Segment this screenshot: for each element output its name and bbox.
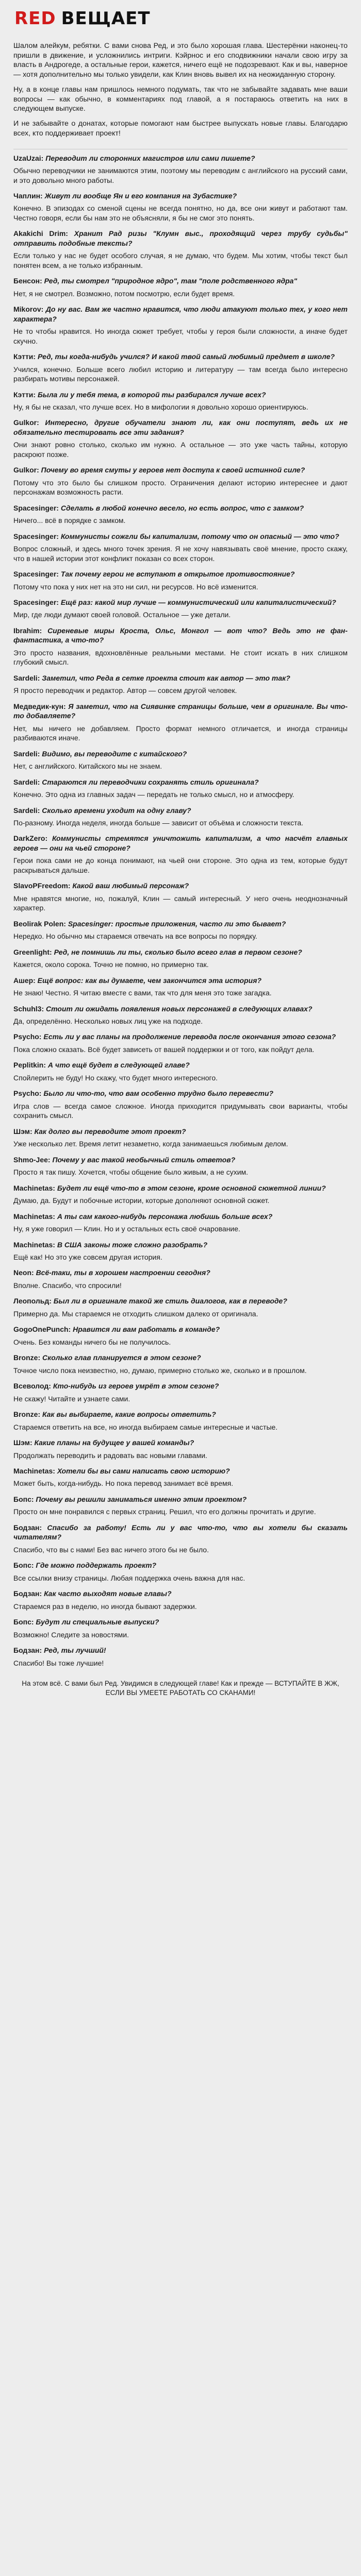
answer: Просто я так пишу. Хочется, чтобы общение было живым, а не сухим.	[13, 1168, 249, 1177]
question-author: Sardeli:	[13, 777, 40, 786]
logo-black-text: ВЕЩАЕТ	[61, 8, 151, 29]
answer: Да, определённо. Несколько новых лиц уже на подходе.	[13, 1017, 203, 1026]
question	[13, 503, 348, 513]
question-text: Живут ли вообще Ян и его компания на Зубастике?	[44, 192, 237, 200]
question-text: Почему во время смуты у героев нет доступа к своей истинной силе?	[41, 466, 305, 474]
question-author: Bronze:	[13, 1353, 41, 1362]
question	[13, 1032, 348, 1041]
question	[13, 1060, 348, 1070]
question-text: Видимо, вы переводите с китайского?	[42, 749, 187, 758]
question-author: Machinetas:	[13, 1240, 55, 1249]
question	[13, 465, 348, 474]
question-text: Хотели бы вы сами написать свою историю?	[57, 1467, 230, 1476]
logo	[14, 8, 151, 29]
question-author: Бопс:	[13, 1495, 34, 1503]
question-author: GogoOnePunch:	[13, 1325, 71, 1334]
answer: Не скажу! Читайте и узнаете сами.	[13, 1394, 130, 1403]
question-author: Кэтти:	[13, 390, 36, 399]
question-text: Заметил, что Реда в сетке проекта стоит как автор — это так?	[42, 673, 290, 682]
question-text: А ты сам какого-нибудь персонажа любишь больше всех?	[57, 1212, 273, 1221]
question	[13, 976, 348, 985]
intro-paragraph: И не забывайте о донатах, которые помогают нам быстрее выпускать новые главы. Благодарю всех, кто поддерживает проект!	[13, 120, 348, 138]
question	[13, 1438, 348, 1447]
question-author: Sardeli:	[13, 749, 40, 758]
answer: Ничего... всё в порядке с замком.	[13, 516, 126, 525]
question-author: UzaUzai:	[13, 154, 44, 162]
answer: Нередко. Но обычно мы стараемся отвечать на все вопросы по порядку.	[13, 932, 257, 941]
question-text: Был ли в оригинале такой же стиль диалогов, как в переводе?	[53, 1297, 287, 1306]
answer: Потому что пока у них нет на это ни сил, ни ресурсов. Но всё изменится.	[13, 582, 258, 591]
answer: Просто он мне понравился с первых страниц. Решил, что его должны прочитать и другие.	[13, 1507, 316, 1516]
question	[13, 1523, 348, 1542]
question-text: Стоит ли ожидать появления новых персонажей в следующих главах?	[46, 1004, 313, 1013]
intro-paragraph: Ну, а в конце главы нам пришлось немного подумать, так что не забывайте задавать мне ваши вопросы — как обычно, в комментариях под главой, а я постараюсь ответить на них в следующем выпуске.	[13, 85, 348, 113]
question-author: Mikorov:	[13, 305, 44, 314]
question-author: Gulkor:	[13, 466, 39, 474]
question-text: Ред, ты когда-нибудь учился? И какой твой самый любимый предмет в школе?	[37, 352, 335, 361]
answer: Уже несколько лет. Время летит незаметно, когда занимаешься любимым делом.	[13, 1140, 288, 1148]
question-text: Была ли у тебя тема, в которой ты разбирался лучше всех?	[37, 390, 266, 399]
answer: Думаю, да. Будут и побочные истории, которые дополняют основной сюжет.	[13, 1196, 270, 1205]
question	[13, 1296, 348, 1306]
question-author: Greenlight:	[13, 947, 52, 956]
answer: Конечно. В эпизодах со сменой сцены не всегда понятно, но да, все они живут и работают там. Честно говоря, если бы нам это не объясняли, я бы не смог это понять.	[13, 204, 348, 222]
question	[13, 352, 348, 361]
question	[13, 777, 348, 787]
question-author: Spacesinger:	[13, 503, 59, 512]
question-text: Сколько времени уходит на одну главу?	[42, 806, 191, 815]
question	[13, 229, 348, 248]
answer: Если только у нас не будет особого случая, я не думаю, что будем. Мы хотим, чтобы текст был понятен всем, а не только избранным.	[13, 251, 348, 269]
answer: Стараемся раз в неделю, но иногда бывают задержки.	[13, 1602, 197, 1611]
answer: По-разному. Иногда неделя, иногда больше — зависит от объёма и сложности текста.	[13, 818, 304, 827]
question	[13, 1561, 348, 1570]
question-author: Akakichi Drim:	[13, 229, 68, 238]
question	[13, 1325, 348, 1334]
question	[13, 1617, 348, 1626]
question	[13, 673, 348, 683]
question-text: Какие планы на будущее у вашей команды?	[34, 1438, 194, 1447]
answer: Конечно. Это одна из главных задач — передать не только смысл, но и атмосферу.	[13, 790, 294, 799]
question-text: Spacesinger: простые приложения, часто ли это бывает?	[68, 919, 286, 928]
question-author: Бодзан:	[13, 1646, 42, 1655]
answer: Мне нравятся многие, но, пожалуй, Клин — самый интересный. У него очень неоднозначный характер.	[13, 894, 348, 912]
answer: Нет, с английского. Китайского мы не знаем.	[13, 762, 162, 771]
answer: Может быть, когда-нибудь. Но пока перевод занимает всё время.	[13, 1479, 234, 1488]
question-text: Переводит ли сторонних магистров или сами пишете?	[45, 154, 255, 162]
answer: Обычно переводчики не занимаются этим, поэтому мы переводим с английского на русский сами, и это довольно много работы.	[13, 166, 348, 184]
question-text: В США законы тоже сложно разобрать?	[57, 1240, 208, 1249]
question-author: Spacesinger:	[13, 570, 59, 579]
question-author: Psycho:	[13, 1089, 42, 1098]
question-author: Чаплин:	[13, 192, 43, 200]
question	[13, 390, 348, 399]
question-text: Где можно поддержать проект?	[36, 1561, 157, 1570]
question-text: Как вы выбираете, какие вопросы ответить?	[42, 1410, 216, 1419]
question-text: Спасибо за работу! Есть ли у вас что-то, что вы хотели бы сказать читателям?	[13, 1523, 348, 1541]
answer: Нет, мы ничего не добавляем. Просто формат немного отличается, и иногда страницы разбиваются иначе.	[13, 724, 348, 742]
question-author: Ашер:	[13, 976, 36, 985]
question-author: Бопс:	[13, 1561, 34, 1570]
answer: Я просто переводчик и редактор. Автор — совсем другой человек.	[13, 686, 237, 695]
answer: Не знаю! Честно. Я читаю вместе с вами, так что для меня это тоже загадка.	[13, 989, 272, 997]
question	[13, 1495, 348, 1504]
question	[13, 532, 348, 541]
question-author: Бодзан:	[13, 1523, 42, 1532]
question-author: SlavoPFreedom:	[13, 882, 71, 890]
question-text: Коммунисты сожгли бы капитализм, потому что он опасный — это что?	[60, 532, 339, 540]
question-text: Будут ли специальные выпуски?	[36, 1618, 159, 1626]
question-author: Gulkor:	[13, 418, 39, 427]
question-text: Ред, ты лучший!	[44, 1646, 106, 1655]
question	[13, 276, 348, 285]
answer: Вполне. Спасибо, что спросили!	[13, 1281, 122, 1290]
question-author: Кэтти:	[13, 352, 36, 361]
question	[13, 1004, 348, 1013]
logo-red-text: RED	[14, 8, 56, 29]
question	[13, 1466, 348, 1476]
answer: Спойлерить не буду! Но скажу, что будет много интересного.	[13, 1073, 218, 1082]
question-text: Ещё вопрос: как вы думаете, чем закончится эта история?	[37, 976, 261, 985]
intro-paragraph: Шалом алейкум, ребятки. С вами снова Ред, и это было хорошая глава. Шестерёнки наконец-то пришли в движение, и усложнились интриги. Кэйрнос и его сподвижники начали свою игру за власть в Андрогеде, а остальные герои, кажется, ничего ещё не подозревают. Как и вы, наверное — хотя дополнительно мы только увидели, как Клин вновь вывел их на неожиданную сторону.	[13, 42, 348, 79]
question-text: Сделать в любой конечно весело, но есть вопрос, что с замком?	[60, 503, 304, 512]
answer: Они знают ровно столько, сколько им нужно. А остальное — это уже часть тайны, которую раскроют позже.	[13, 440, 348, 459]
question-author: Machinetas:	[13, 1183, 55, 1192]
answer: Стараемся ответить на все, но иногда выбираем самые интересные и частые.	[13, 1422, 278, 1431]
answer: Учился, конечно. Больше всего любил историю и литературу — там всегда было интересно разбирать мотивы персонажей.	[13, 365, 348, 383]
question-author: Всеволод:	[13, 1382, 51, 1391]
question-text: Как часто выходят новые главы?	[44, 1589, 172, 1598]
answer: Спасибо, что вы с нами! Без вас ничего этого бы не было.	[13, 1545, 209, 1554]
question-text: Нравится ли вам работать в команде?	[73, 1325, 220, 1334]
question	[13, 1155, 348, 1164]
question-author: Shmo-Jee:	[13, 1155, 51, 1164]
question-author: Шэм:	[13, 1438, 32, 1447]
question-text: А что ещё будет в следующей главе?	[47, 1061, 190, 1070]
footer-note: На этом всё. С вами был Ред. Увидимся в следующей главе! Как и прежде — ВСТУПАЙТЕ В ЖЖ, ЕСЛИ ВЫ УМЕЕТЕ РАБОТАТЬ СО СКАНАМИ!	[22, 1680, 339, 1697]
question-text: Как долго вы переводите этот проект?	[34, 1127, 186, 1136]
question-text: Было ли что-то, что вам особенно трудно было перевести?	[43, 1089, 274, 1098]
question-text: Я заметил, что на Сиявинке страницы больше, чем в оригинале. Вы что-то добавляете?	[13, 702, 348, 720]
question	[13, 834, 348, 853]
question-author: DarkZero:	[13, 834, 48, 843]
header	[0, 0, 361, 37]
answer: Примерно да. Мы стараемся не отходить слишком далеко от оригинала.	[13, 1309, 258, 1318]
answer: Продолжать переводить и радовать вас новыми главами.	[13, 1451, 207, 1460]
question-text: Какой ваш любимый персонаж?	[72, 882, 189, 890]
question	[13, 947, 348, 957]
question-text: Всё-таки, ты в хорошем настроении сегодня?	[36, 1268, 210, 1277]
question	[13, 154, 348, 163]
answer: Ну, я бы не сказал, что лучше всех. Но в мифологии я довольно хорошо ориентируюсь.	[13, 402, 308, 411]
question-author: Леопольд:	[13, 1297, 52, 1306]
question-author: Бопс:	[13, 1618, 34, 1626]
question-author: Psycho:	[13, 1032, 42, 1041]
question	[13, 1589, 348, 1598]
question-author: Бенсон:	[13, 277, 42, 285]
question-text: Почему у вас такой необычный стиль ответов?	[52, 1155, 236, 1164]
answer: Это просто названия, вдохновлённые реальными местами. Не стоит искать в них слишком глубокий смысл.	[13, 648, 348, 667]
answer: Мир, где люди думают своей головой. Остальное — уже детали.	[13, 611, 231, 619]
question-author: Peplitkin:	[13, 1061, 46, 1070]
answer: Пока сложно сказать. Всё будет зависеть от вашей поддержки и от того, как пойдут дела.	[13, 1045, 315, 1054]
question	[13, 881, 348, 890]
question-text: Есть ли у вас планы на продолжение перевода после окончания этого сезона?	[43, 1032, 336, 1041]
answer: Очень. Без команды ничего бы не получилось.	[13, 1337, 171, 1346]
question	[13, 1646, 348, 1655]
answer: Нет, я не смотрел. Возможно, потом посмотрю, если будет время.	[13, 289, 235, 298]
question	[13, 1410, 348, 1419]
question	[13, 749, 348, 758]
answer: Спасибо! Вы тоже лучшие!	[13, 1658, 104, 1667]
question-author: Sardeli:	[13, 806, 40, 815]
question	[13, 702, 348, 721]
question-text: Ещё раз: какой мир лучше — коммунистический или капиталистический?	[60, 598, 336, 607]
question-author: Spacesinger:	[13, 532, 59, 540]
answer: Не то чтобы нравится. Но иногда сюжет требует, чтобы у героя были сложности, а иначе будет скучно.	[13, 327, 348, 345]
question-text: Будет ли ещё что-то в этом сезоне, кроме основной сюжетной линии?	[57, 1183, 326, 1192]
question-author: Bronze:	[13, 1410, 41, 1419]
question-author: Ibrahim:	[13, 626, 42, 635]
question	[13, 626, 348, 645]
question	[13, 806, 348, 815]
question-text: Сиреневые миры Кроста, Ольс, Монгол — вот что? Ведь это не фан-фантастика, а что-то?	[13, 626, 348, 645]
question-author: Spacesinger:	[13, 598, 59, 607]
question	[13, 1127, 348, 1136]
answer: Точное число пока неизвестно, но, думаю, примерно столько же, сколько и в прошлом.	[13, 1366, 307, 1375]
question	[13, 1240, 348, 1249]
question	[13, 1381, 348, 1391]
answer: Все ссылки внизу страницы. Любая поддержка очень важна для нас.	[13, 1573, 245, 1582]
question-text: Интересно, другие обучатели знают ли, как они поступят, ведь их не обязательно тестировать все эти задания?	[13, 418, 348, 436]
question	[13, 919, 348, 928]
question-author: Schuhl3:	[13, 1004, 44, 1013]
question-text: Коммунисты стремятся уничтожить капитализм, а что насчёт главных героев — они на чьей стороне?	[13, 834, 348, 852]
question-text: Ред, не помнишь ли ты, сколько было всего глав в первом сезоне?	[54, 947, 302, 956]
answer: Возможно! Следите за новостями.	[13, 1630, 129, 1639]
question-author: Бодзан:	[13, 1589, 42, 1598]
answer: Герои пока сами не до конца понимают, на чьей они стороне. Это одна из тем, которые будут раскрываться дальше.	[13, 856, 348, 874]
question-author: Шэм:	[13, 1127, 32, 1136]
question-text: Стараются ли переводчики сохранять стиль оригинала?	[42, 777, 259, 786]
question	[13, 1212, 348, 1221]
question	[13, 191, 348, 200]
question-author: Beolirak Polen:	[13, 919, 66, 928]
question-author: Neon:	[13, 1268, 34, 1277]
answer: Вопрос сложный, и здесь много точек зрения. Я не хочу навязывать своё мнение, просто скажу, что в нашей истории этот конфликт показан со всех сторон.	[13, 545, 348, 563]
question-text: Сколько глав планируется в этом сезоне?	[42, 1353, 201, 1362]
question-author: Медведик-кун:	[13, 702, 66, 710]
question-text: Так почему герои не вступают в открытое противостояние?	[60, 570, 295, 579]
question	[13, 304, 348, 324]
question	[13, 1089, 348, 1098]
question-text: Ред, ты смотрел "природное ядро", там "поле родственного ядра"	[44, 277, 298, 285]
question	[13, 1183, 348, 1193]
question	[13, 569, 348, 579]
answer: Ну, я уже говорил — Клин. Но и у остальных есть своё очарование.	[13, 1225, 240, 1233]
question	[13, 418, 348, 437]
intro-section	[13, 37, 348, 149]
answer: Потому что это было бы слишком просто. Ограничения делают историю интереснее и дают персонажам возможность расти.	[13, 478, 348, 497]
question-text: Кто-нибудь из героев умрёт в этом сезоне?	[53, 1382, 219, 1391]
answer: Игра слов — всегда самое сложное. Иногда приходится придумывать свои варианты, чтобы сохранить смысл.	[13, 1101, 348, 1120]
question-text: До ну вас. Вам же частно нравится, что люди атакуют только тех, у кого нет характера?	[13, 305, 348, 323]
question	[13, 1268, 348, 1277]
question	[13, 598, 348, 607]
question	[13, 1353, 348, 1362]
answer: Кажется, около сорока. Точно не помню, но примерно так.	[13, 960, 209, 969]
answer: Ещё как! Но это уже совсем другая история.	[13, 1252, 162, 1261]
question-text: Почему вы решили заниматься именно этим проектом?	[36, 1495, 247, 1503]
question-author: Machinetas:	[13, 1212, 55, 1221]
qa-section	[0, 149, 361, 1668]
question-author: Sardeli:	[13, 673, 40, 682]
question-author: Machinetas:	[13, 1467, 55, 1476]
question-text: Хранит Рад ризы "Клумн выс., проходящий через трубу судьбы" отправить подобные тексты?	[13, 229, 348, 247]
